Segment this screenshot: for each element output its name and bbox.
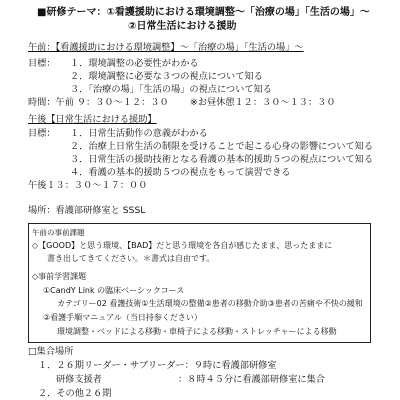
afternoon-goals-label: 目標： — [28, 128, 56, 139]
meeting-place-heading: □集合場所 — [28, 346, 74, 357]
meeting-item-1: １．２６期リーダー・サブリーダー：９時に看護部研修室 — [38, 360, 277, 371]
morning-goals-label: 目標： — [28, 58, 56, 69]
training-theme-title-line-1: ■研修テーマ：①看護援助における環境調整～「治療の場」「生活の場」～ — [37, 7, 370, 18]
meeting-item-2: ２．その他２６期 — [38, 388, 112, 399]
venue-location: 場所：看護部研修室と SSSL — [28, 205, 146, 216]
pre-assignment-task-line-1: ◇【GOOD】と思う環境、【BAD】だと思う環境を各自が感じたまま、思ったままに — [32, 241, 333, 250]
afternoon-goal-2: ２．治療上日常生活の制限を受けることで起こる心身の影響について知る — [70, 141, 374, 152]
meeting-support-staff-label: 研修支援者 — [56, 374, 102, 385]
training-theme-title-line-2: ②日常生活における援助 — [128, 21, 237, 32]
pre-study-item-1-detail: カテゴリー02 看護技術①生活環境の整備②患者の移動介助③患者の苦痛や不快の緩和 — [57, 299, 363, 308]
pre-study-heading: ◇事前学習課題 — [32, 272, 87, 281]
morning-goal-3: ３．「治療の場」「生活の場」の視点について知る — [70, 84, 272, 95]
afternoon-goal-1: １．日常生活動作の意義がわかる — [70, 128, 208, 139]
morning-time: 時間：午前 ９：３０～１２：３０ — [28, 97, 169, 108]
pre-assignment-box — [28, 223, 371, 343]
pre-study-item-2-detail: 環境調整・ベッドによる移動・車椅子による移動・ストレッチャーによる移動 — [57, 327, 337, 336]
pre-assignment-task-line-2: 書き出してきてください。＊書式は自由です。 — [47, 254, 215, 263]
meeting-support-staff-time: ：８時４５分に看護部研修室に集合 — [178, 374, 325, 385]
afternoon-goal-4: ４．看護の基本的援助５つの視点をもって演習できる — [70, 167, 291, 178]
pre-study-item-2-title: ②看護手順マニュアル（当日持参ください） — [43, 313, 202, 322]
morning-goal-2: ２．環境調整に必要な３つの視点について知る — [70, 71, 263, 82]
morning-heading: 午前：【看護援助における環境調整】～「治療の場」「生活の場」～ — [28, 42, 304, 53]
afternoon-goal-3: ３．日常生活の援助技術となる看護の基本的援助５つの視点について知る — [70, 154, 374, 165]
pre-study-item-1-title: ①CandY Link の臨床ベーシックコース — [43, 286, 185, 295]
lunch-break-note: ※お昼休憩１２：３０～１３：３０ — [190, 97, 336, 108]
afternoon-time: 午後１３：３０～１７：００ — [28, 180, 148, 191]
morning-goal-1: １．環境調整の必要性がわかる — [70, 58, 199, 69]
afternoon-heading: 午後【日常生活における援助】 — [28, 114, 157, 125]
pre-assignment-label: 午前の事前課題 — [32, 228, 85, 237]
